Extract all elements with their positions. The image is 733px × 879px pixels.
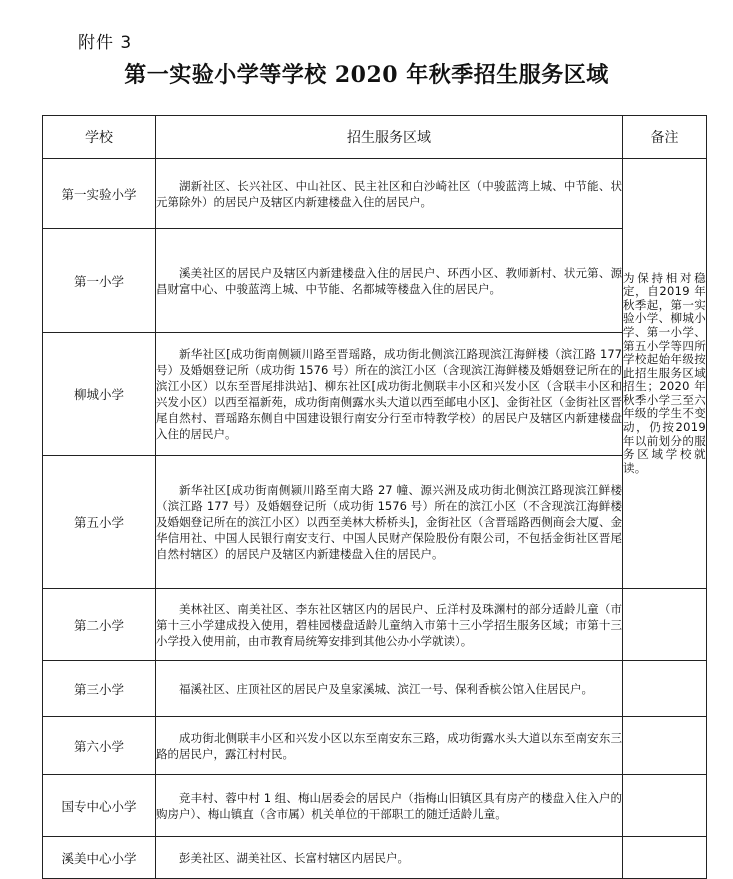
school-name: 第六小学 [43,717,156,775]
service-area-text: 彭美社区、湖美社区、长富村辖区内居民户。 [179,850,409,865]
note-empty-cell [623,837,707,879]
school-name: 柳城小学 [43,333,156,456]
service-area-cell [156,775,623,837]
note-text: 为保持相对稳定，自2019 年秋季起，第一实验小学、柳城小学、第一小学、第五小学等四所学校起始年级按此招生服务区域招生；2020 年秋季小学三至六年级的学生不变动，仍按2019 年以前划分的服务区域学校就读。 [623,270,706,475]
service-area-text: 新华社区[成功街南侧颍川路至南大路 27 幢、源兴洲及成功街北侧滨江路现滨江鲜楼（滨江路 177 号）及婚姻登记所（成功街 1576 号）所在的滨江小区（不含现滨江海鲜楼及婚姻登记所在的滨江小区）以西至美林大桥桥头]，金街社区（含晋瑶路西侧商会大厦、金华信用社、中国人民银行南安支行、中国人民财产保险股份有限公司，不包括金街社区晋尾自然村辖区）的居民户及辖区内新建楼盘入住的居民户。 [156,483,622,561]
school-name: 溪美中心小学 [43,837,156,879]
service-area-text: 湖新社区、长兴社区、中山社区、民主社区和白沙崎社区（中骏蓝湾上城、中节能、状元第除外）的居民户及辖区内新建楼盘入住的居民户。 [156,178,622,209]
service-area-cell [156,229,623,333]
school-name: 第五小学 [43,456,156,589]
school-name: 第一小学 [43,229,156,333]
table-row [43,456,707,589]
table-row [43,717,707,775]
note-empty-cell [623,775,707,837]
service-area-text: 新华社区[成功街南侧颍川路至晋瑶路，成功街北侧滨江路现滨江海鲜楼（滨江路 177 号）及婚姻登记所（成功街 1576 号）所在的滨江小区（含现滨江海鲜楼及婚姻登记所在的滨江小区）以东至晋尾排洪站]、柳东社区[成功街北侧联丰小区和兴发小区（含联丰小区和兴发小区）以西至福新苑，成功街南侧露水头大道以西至邮电小区]、金街社区（金街社区晋尾自然村、晋瑶路东侧自中国建设银行南安分行至市特教学校）的居民户及辖区内新建楼盘入住的居民户。 [156,347,622,441]
note-cell [623,159,707,589]
column-header-area: 招生服务区域 [156,116,623,159]
attachment-label: 附件 3 [78,33,133,53]
table-row [43,837,707,879]
service-area-text: 成功街北侧联丰小区和兴发小区以东至南安东三路，成功街露水头大道以东至南安东三路的居民户，露江村村民。 [156,730,622,761]
note-empty-cell [623,717,707,775]
column-header-note: 备注 [623,116,707,159]
service-area-cell [156,837,623,879]
service-area-cell [156,159,623,229]
service-area-table [42,115,707,879]
service-area-cell [156,661,623,717]
table-row [43,661,707,717]
table-row [43,775,707,837]
note-empty-cell [623,661,707,717]
table-row [43,159,707,229]
column-header-school: 学校 [43,116,156,159]
school-name: 第一实验小学 [43,159,156,229]
table-header-row [43,116,707,159]
service-area-text: 福溪社区、庄顶社区的居民户及皇家溪城、滨江一号、保利香槟公馆入住居民户。 [179,681,593,696]
service-area-cell [156,456,623,589]
table-row [43,333,707,456]
school-name: 第二小学 [43,589,156,661]
document-title: 第一实验小学等学校 2020 年秋季招生服务区域 [124,62,609,88]
service-area-cell [156,717,623,775]
service-area-text: 竞丰村、蓉中村 1 组、梅山居委会的居民户（指梅山旧镇区具有房产的楼盘入住入户的购房户）、梅山镇直（含市属）机关单位的干部职工的随迁适龄儿童。 [156,790,622,821]
service-area-cell [156,589,623,661]
service-area-cell [156,333,623,456]
table-row [43,229,707,333]
school-name: 国专中心小学 [43,775,156,837]
service-area-text: 美林社区、南美社区、李东社区辖区内的居民户、丘洋村及珠渊村的部分适龄儿童（市第十三小学建成投入使用，碧桂园楼盘适龄儿童纳入市第十三小学招生服务区域；市第十三小学投入使用前，由市教育局统筹安排到其他公办小学就读）。 [156,601,622,648]
service-area-text: 溪美社区的居民户及辖区内新建楼盘入住的居民户、环西小区、教师新村、状元第、源昌财富中心、中骏蓝湾上城、中节能、名都城等楼盘入住的居民户。 [156,265,622,296]
note-empty-cell [623,589,707,661]
school-name: 第三小学 [43,661,156,717]
table-row [43,589,707,661]
